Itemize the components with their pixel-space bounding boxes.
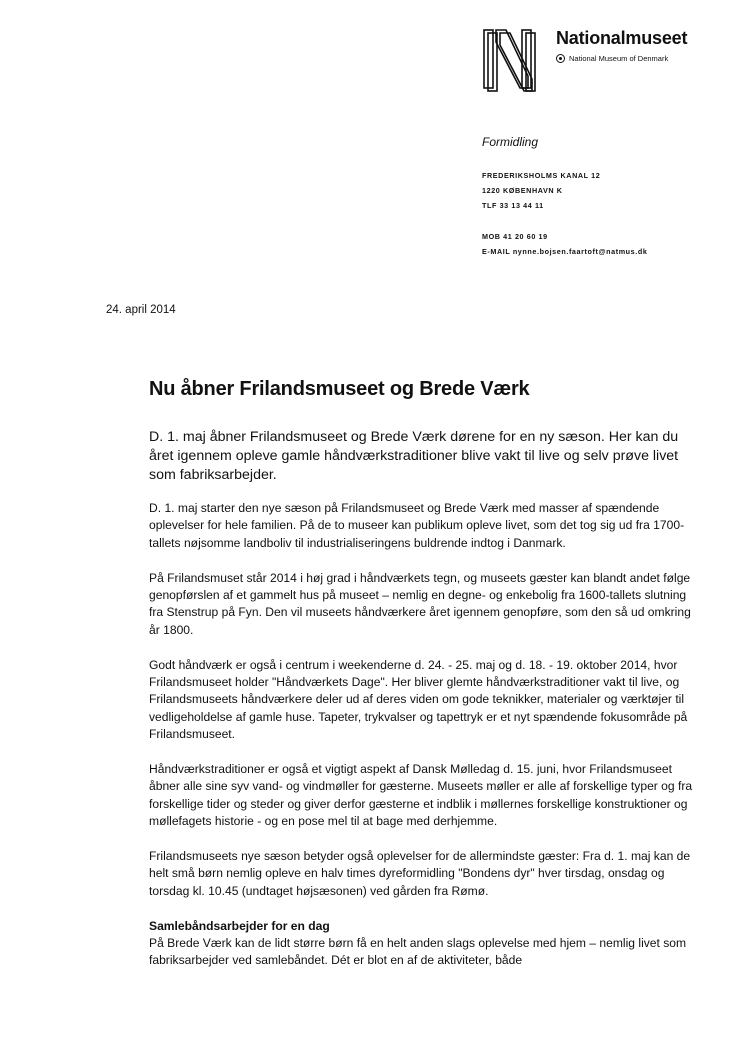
department: Formidling: [482, 135, 539, 149]
lead-paragraph: D. 1. maj åbner Frilandsmuseet og Brede Værk dørene for en ny sæson. Her kan du året igennem opleve gamle håndværkstraditioner blive vakt til live og selv prøve livet som fabriksarbejder.: [149, 429, 679, 483]
email: E-MAIL nynne.bojsen.faartoft@natmus.dk: [482, 247, 648, 256]
seal-icon: [556, 54, 565, 63]
document-date: 24. april 2014: [106, 304, 176, 316]
org-subtitle-row: [556, 54, 668, 63]
contact-block: [482, 168, 647, 259]
address-line-1: FREDERIKSHOLMS KANAL 12: [482, 171, 601, 180]
paragraph: På Brede Værk kan de lidt større børn få en helt anden slags oplevelse med hjem – nemlig livet som fabriksarbejder ved samlebåndet. Dét er blot en af de aktiviteter, både: [149, 936, 687, 968]
paragraph: D. 1. maj starter den nye sæson på Frilandsmuseet og Brede Værk med masser af spændende oplevelser for hele familien. På de to museer kan publikum opleve livet, som det tog sig ud fra 1700-tallets nøjsomme landboliv til industrialiseringens buldrende indtog i Danmark.: [149, 501, 685, 550]
nationalmuseet-logo-mark-icon: [482, 28, 548, 92]
body-text: [149, 500, 694, 987]
paragraph: Godt håndværk er også i centrum i weekenderne d. 24. - 25. maj og d. 18. - 19. oktober 2014, hvor Frilandsmuseet holder "Håndværkets Dage". Her bliver glemte håndværkstraditioner vakt til live, og Frilandsmuseets håndværkere deler ud af deres viden om gode teknikker, materialer og værktøjer til vedligeholdelse af gamle huse. Tapeter, trykvalser og tapettryk er et nyt spændende fokusområde på Frilandsmuseet.: [149, 657, 688, 742]
phone: TLF 33 13 44 11: [482, 201, 544, 210]
mobile: MOB 41 20 60 19: [482, 232, 548, 241]
paragraph: Håndværkstraditioner er også et vigtigt aspekt af Dansk Mølledag d. 15. juni, hvor Frilandsmuseet åbner alle sine syv vand- og vindmøller for gæsterne. Museets møller er alle af forskellige typer og fra forskellige tider og steder og giver derfor gæsterne et indblik i møllernes forskellige konstruktioner og møllefagets historie - og en pose mel til at bage med derhjemme.: [149, 762, 693, 829]
org-name: Nationalmuseet: [556, 28, 688, 48]
paragraph: På Frilandsmuset står 2014 i høj grad i håndværkets tegn, og museets gæster kan blandt andet følge genopførslen af et gammelt hus på museet – nemlig en degne- og enkebolig fra 1600-tallets slutning fra Stenstrup på Fyn. Den vil museets håndværkere året igennem genopføre, som den så ud omkring år 1800.: [149, 570, 691, 637]
paragraph: Frilandsmuseets nye sæson betyder også oplevelser for de allermindste gæster: Fra d. 1. maj kan de helt små børn nemlig opleve en halv times dyreformidling "Bondens dyr" hver tirsdag, onsdag og torsdag kl. 10.45 (undtaget højsæsonen) ved gården fra Rømø.: [149, 849, 691, 898]
subheading: Samlebåndsarbejder for en dag: [149, 918, 330, 933]
headline: Nu åbner Frilandsmuseet og Brede Værk: [149, 378, 530, 400]
org-subtitle: National Museum of Denmark: [569, 54, 669, 63]
museum-logo: [482, 28, 712, 92]
address-line-2: 1220 KØBENHAVN K: [482, 186, 563, 195]
